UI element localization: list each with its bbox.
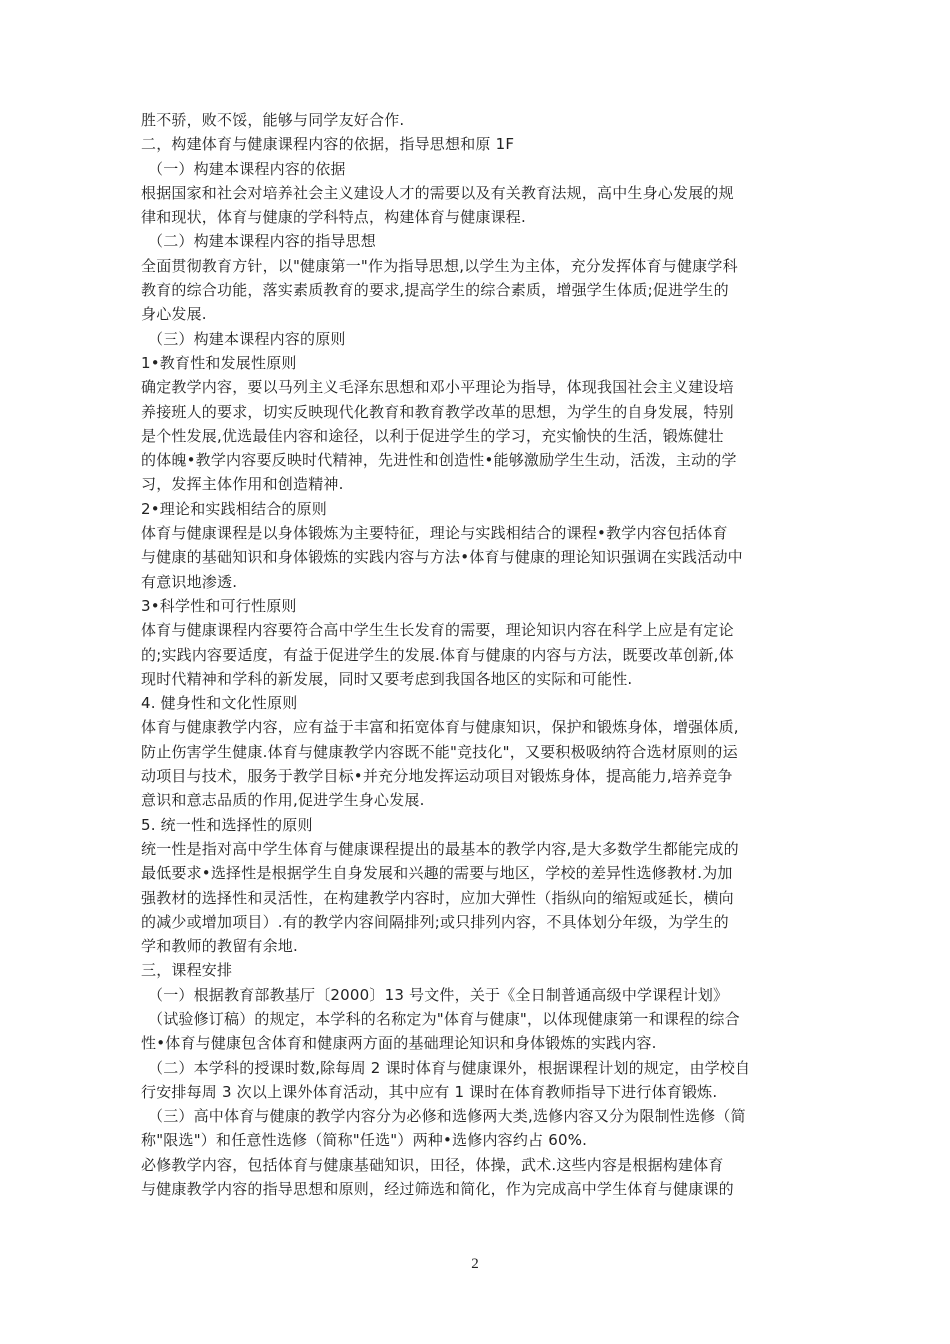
text-line: 必修教学内容，包括体育与健康基础知识，田径，体操，武术.这些内容是根据构建体育: [141, 1155, 724, 1174]
text-line: 胜不骄，败不馁，能够与同学友好合作.: [141, 111, 405, 129]
text-line: （一）构建本课程内容的依据: [148, 159, 346, 178]
text-line: （三）高中体育与健康的教学内容分为必修和选修两大类,选修内容又分为限制性选修（简: [148, 1107, 746, 1126]
text-line: 与健康教学内容的指导思想和原则，经过筛选和简化，作为完成高中学生体育与健康课的: [141, 1180, 734, 1199]
text-line: 5. 统一性和选择性的原则: [141, 815, 313, 834]
text-line: 体育与健康课程内容要符合高中学生生长发育的需要，理论知识内容在科学上应是有定论: [141, 621, 734, 640]
text-line: 全面贯彻教育方针，以"健康第一"作为指导思想,以学生为主体，充分发挥体育与健康学科: [141, 256, 738, 275]
text-line: 防止伤害学生健康.体育与健康教学内容既不能"竞技化"，又要积极吸纳符合选材原则的运: [141, 742, 738, 761]
text-line: （二）本学科的授课时数,除每周 2 课时体育与健康课外，根据课程计划的规定，由学校自: [148, 1058, 751, 1077]
text-line: 统一性是指对高中学生体育与健康课程提出的最基本的教学内容,是大多数学生都能完成的: [141, 839, 739, 858]
text-line: 确定教学内容，要以马列主义毛泽东思想和邓小平理论为指导，体现我国社会主义建设培: [141, 378, 734, 397]
text-line: （三）构建本课程内容的原则: [148, 329, 346, 348]
text-line: 二，构建体育与健康课程内容的依据，指导思想和原 1F: [141, 135, 515, 154]
text-line: 的减少或增加项目）.有的教学内容间隔排列;或只排列内容，不具体划分年级，为学生的: [141, 912, 729, 931]
text-line: 律和现状，体育与健康的学科特点，构建体育与健康课程.: [141, 208, 526, 227]
text-line: 三，课程安排: [141, 961, 233, 980]
text-line: 体育与健康课程是以身体锻炼为主要特征，理论与实践相结合的课程•教学内容包括体育: [141, 524, 728, 543]
text-line: 的体魄•教学内容要反映时代精神，先进性和创造性•能够激励学生生动，活泼，主动的学: [141, 451, 737, 470]
text-line: 根据国家和社会对培养社会主义建设人才的需要以及有关教育法规，高中生身心发展的规: [141, 183, 734, 202]
text-line: （二）构建本课程内容的指导思想: [148, 232, 377, 251]
text-line: 性•体育与健康包含体育和健康两方面的基础理论知识和身体锻炼的实践内容.: [141, 1034, 657, 1053]
text-line: 教育的综合功能，落实素质教育的要求,提高学生的综合素质，增强学生体质;促进学生的: [141, 281, 729, 300]
text-line: （一）根据教育部教基厅〔2000〕13 号文件，关于《全日制普通高级中学课程计划》: [148, 985, 729, 1004]
text-line: 1•教育性和发展性原则: [141, 353, 297, 372]
text-line: 动项目与技术，服务于教学目标•并充分地发挥运动项目对锻炼身体，提高能力,培养竞争: [141, 767, 733, 786]
text-line: 习，发挥主体作用和创造精神.: [141, 475, 344, 494]
text-line: 3•科学性和可行性原则: [141, 596, 297, 615]
body-text: [141, 108, 831, 1201]
text-line: 养接班人的要求，切实反映现代化教育和教育教学改革的思想，为学生的自身发展，特别: [141, 402, 734, 421]
text-line: 学和教师的教留有余地.: [141, 937, 298, 956]
text-line: 现时代精神和学科的新发展，同时又要考虑到我国各地区的实际和可能性.: [141, 669, 633, 688]
text-line: 4. 健身性和文化性原则: [141, 694, 298, 713]
text-line: 体育与健康教学内容，应有益于丰富和拓宽体育与健康知识，保护和锻炼身体，增强体质,: [141, 718, 739, 737]
text-line: 的;实践内容要适度，有益于促进学生的发展.体育与健康的内容与方法，既要改革创新,体: [141, 645, 734, 664]
text-line: 与健康的基础知识和身体锻炼的实践内容与方法•体育与健康的理论知识强调在实践活动中: [141, 548, 743, 567]
page-number: 2: [471, 1256, 479, 1272]
text-line: 身心发展.: [141, 305, 207, 324]
text-line: 2•理论和实践相结合的原则: [141, 499, 327, 518]
text-line: （试验修订稿）的规定，本学科的名称定为"体育与健康"，以体现健康第一和课程的综合: [148, 1009, 740, 1028]
text-line: 强教材的选择性和灵活性，在构建教学内容时，应加大弹性（指纵向的缩短或延长，横向: [141, 888, 734, 907]
text-line: 意识和意志品质的作用,促进学生身心发展.: [141, 791, 425, 810]
text-line: 行安排每周 3 次以上课外体育活动，其中应有 1 课时在体育教师指导下进行体育锻炼.: [141, 1082, 718, 1101]
text-line: 称"限选"）和任意性选修（简称"任选"）两种•选修内容约占 60%.: [141, 1131, 588, 1150]
text-line: 是个性发展,优选最佳内容和途径，以利于促进学生的学习，充实愉快的生活，锻炼健壮: [141, 426, 724, 445]
text-line: 有意识地渗透.: [141, 572, 238, 591]
text-line: 最低要求•选择性是根据学生自身发展和兴趣的需要与地区，学校的差异性选修教材.为加: [141, 864, 733, 883]
